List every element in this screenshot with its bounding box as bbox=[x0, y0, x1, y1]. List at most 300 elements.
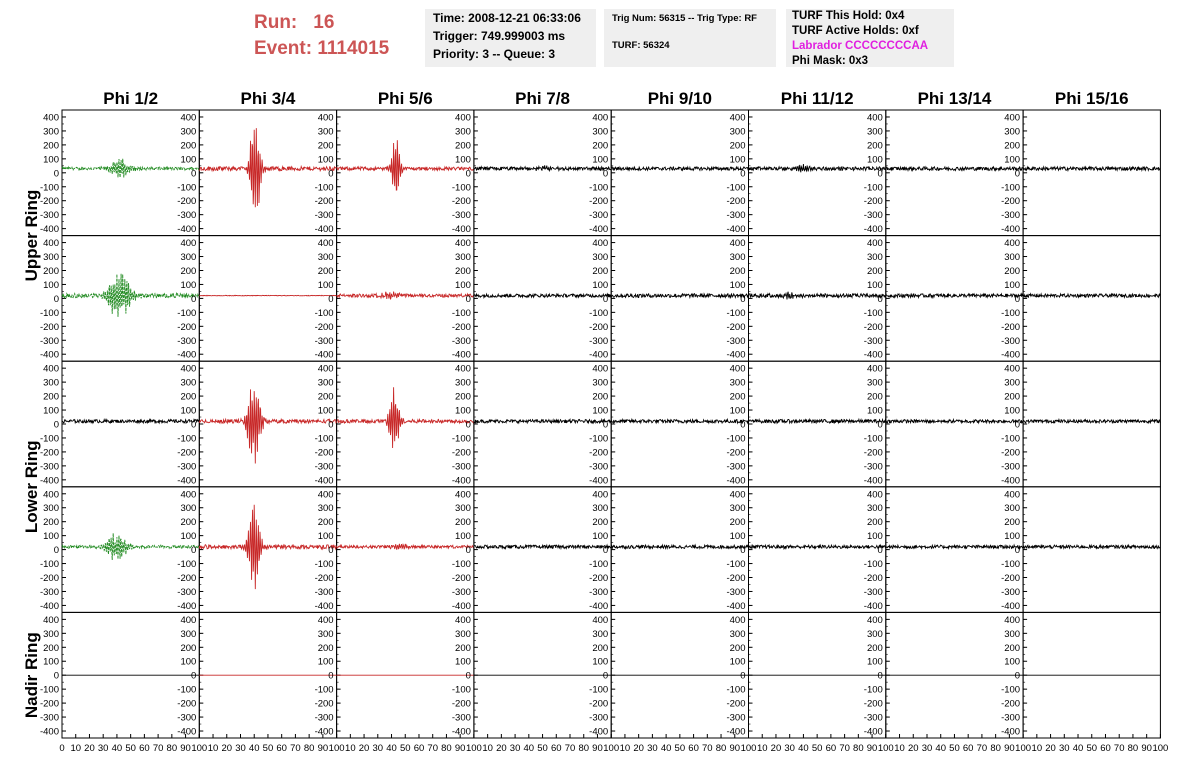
y-tick-label: 0 bbox=[53, 545, 59, 557]
y-tick-label: -300 bbox=[726, 712, 746, 724]
y-tick-label: 0 bbox=[191, 670, 197, 682]
y-tick-label: -200 bbox=[1001, 196, 1021, 208]
y-tick-label: 100 bbox=[43, 279, 59, 291]
x-tick-label: 60 bbox=[962, 743, 974, 754]
y-tick-label: 0 bbox=[53, 293, 59, 305]
x-tick-label: 40 bbox=[523, 743, 535, 754]
waveform-panel bbox=[864, 487, 1023, 613]
event-value: 1114015 bbox=[317, 38, 390, 59]
y-tick-label: 300 bbox=[317, 377, 334, 389]
waveform-panel bbox=[315, 236, 474, 362]
y-tick-label: 400 bbox=[866, 238, 883, 250]
y-tick-label: -300 bbox=[39, 335, 59, 347]
y-tick-label: 0 bbox=[328, 545, 334, 557]
y-tick-label: 400 bbox=[592, 238, 609, 250]
y-tick-label: 0 bbox=[877, 670, 883, 682]
x-tick-label: 90 bbox=[1004, 743, 1015, 754]
time-text: Time: 2008-12-21 06:33:06 bbox=[433, 11, 581, 25]
y-tick-label: -300 bbox=[314, 335, 334, 347]
waveform-panel bbox=[177, 361, 336, 487]
y-tick-label: -100 bbox=[726, 559, 746, 571]
y-tick-label: 0 bbox=[740, 293, 746, 305]
y-tick-label: -200 bbox=[1001, 698, 1021, 710]
y-tick-label: -400 bbox=[589, 600, 609, 612]
x-tick-label: 30 bbox=[921, 743, 933, 754]
y-tick-label: 300 bbox=[317, 252, 334, 264]
x-tick-label: 80 bbox=[1127, 743, 1139, 754]
y-tick-label: -300 bbox=[451, 461, 471, 473]
row-title: Lower Ring bbox=[22, 440, 41, 534]
x-tick-label: 10 bbox=[207, 743, 219, 754]
y-tick-label: 0 bbox=[602, 670, 609, 682]
y-tick-label: 100 bbox=[455, 279, 471, 291]
waveform-panel bbox=[315, 612, 474, 738]
y-tick-label: -200 bbox=[726, 698, 746, 710]
waveform-trace bbox=[62, 159, 199, 178]
y-tick-label: 300 bbox=[592, 377, 609, 389]
y-tick-label: 400 bbox=[592, 614, 609, 626]
y-tick-label: 100 bbox=[180, 531, 197, 543]
y-tick-label: -400 bbox=[863, 726, 883, 738]
y-tick-label: -400 bbox=[39, 349, 59, 361]
y-tick-label: 0 bbox=[740, 670, 746, 682]
y-tick-label: 200 bbox=[455, 265, 471, 277]
y-tick-label: -300 bbox=[863, 335, 883, 347]
y-tick-label: 300 bbox=[455, 628, 471, 640]
y-tick-label: -100 bbox=[39, 307, 59, 319]
y-tick-label: -400 bbox=[589, 224, 609, 236]
y-tick-label: -400 bbox=[314, 726, 334, 738]
y-tick-label: 200 bbox=[180, 517, 197, 529]
y-tick-label: -300 bbox=[1001, 335, 1021, 347]
y-tick-label: 100 bbox=[317, 154, 334, 166]
y-tick-label: -100 bbox=[39, 684, 59, 696]
x-tick-label: 40 bbox=[111, 743, 123, 754]
y-tick-label: 400 bbox=[180, 112, 197, 124]
waveform-trace bbox=[337, 544, 474, 550]
y-tick-label: 100 bbox=[1004, 279, 1021, 291]
waveform-panel bbox=[452, 487, 611, 613]
y-tick-label: 200 bbox=[455, 391, 471, 403]
waveform-trace bbox=[474, 420, 611, 423]
y-tick-label: 0 bbox=[740, 168, 746, 180]
x-tick-label: 40 bbox=[660, 743, 672, 754]
y-tick-label: 200 bbox=[592, 265, 609, 277]
y-tick-label: 400 bbox=[43, 238, 59, 250]
x-tick-label: 40 bbox=[386, 743, 397, 754]
x-tick-label: 60 bbox=[550, 743, 562, 754]
x-tick-label: 80 bbox=[715, 743, 727, 754]
y-tick-label: -200 bbox=[451, 321, 471, 333]
y-tick-label: -200 bbox=[314, 196, 334, 208]
y-tick-label: -300 bbox=[314, 210, 334, 222]
y-tick-label: -200 bbox=[589, 321, 609, 333]
panel-frame bbox=[1023, 361, 1160, 487]
y-tick-label: 400 bbox=[866, 489, 883, 501]
waveform-panel bbox=[315, 487, 474, 613]
waveform-trace bbox=[749, 164, 886, 172]
y-tick-label: 100 bbox=[729, 531, 746, 543]
x-tick-label: 80 bbox=[166, 743, 178, 754]
y-tick-label: 200 bbox=[866, 391, 883, 403]
y-tick-label: -300 bbox=[39, 210, 59, 222]
y-tick-label: -400 bbox=[863, 349, 883, 361]
y-tick-label: 200 bbox=[43, 642, 59, 654]
y-tick-label: -100 bbox=[314, 559, 334, 571]
y-tick-label: -200 bbox=[863, 698, 883, 710]
y-tick-label: 100 bbox=[317, 531, 334, 543]
y-tick-label: 300 bbox=[866, 503, 883, 515]
x-tick-label: 20 bbox=[907, 743, 919, 754]
y-tick-label: 100 bbox=[1004, 405, 1021, 417]
y-tick-label: 0 bbox=[1014, 168, 1021, 180]
y-tick-label: -400 bbox=[1001, 475, 1021, 487]
y-tick-label: 300 bbox=[866, 377, 883, 389]
y-tick-label: 0 bbox=[740, 419, 746, 431]
waveform-panel bbox=[1001, 487, 1160, 613]
y-tick-label: -100 bbox=[39, 182, 59, 194]
waveform-panel bbox=[452, 110, 611, 236]
y-tick-label: 100 bbox=[866, 405, 883, 417]
y-tick-label: -300 bbox=[39, 461, 59, 473]
waveform-panel bbox=[589, 110, 748, 236]
waveform-trace bbox=[886, 420, 1023, 423]
x-tick-label: 80 bbox=[990, 743, 1001, 754]
y-tick-label: 100 bbox=[592, 154, 609, 166]
y-tick-label: -200 bbox=[451, 196, 471, 208]
y-tick-label: -200 bbox=[39, 196, 59, 208]
y-tick-label: -100 bbox=[863, 182, 883, 194]
y-tick-label: -200 bbox=[726, 573, 746, 585]
y-tick-label: 100 bbox=[866, 279, 883, 291]
y-tick-label: -300 bbox=[863, 586, 883, 598]
y-tick-label: -400 bbox=[451, 600, 471, 612]
column-title: Phi 11/12 bbox=[780, 89, 854, 108]
y-tick-label: 200 bbox=[729, 265, 746, 277]
y-tick-label: 400 bbox=[180, 238, 197, 250]
y-tick-label: -200 bbox=[726, 196, 746, 208]
y-tick-label: 100 bbox=[317, 405, 334, 417]
x-tick-label: 20 bbox=[1045, 743, 1056, 754]
y-tick-label: -400 bbox=[451, 726, 471, 738]
waveform-trace bbox=[1023, 167, 1160, 171]
y-tick-label: -100 bbox=[589, 433, 609, 445]
y-tick-label: -300 bbox=[177, 712, 197, 724]
y-tick-label: -400 bbox=[177, 349, 197, 361]
y-tick-label: 200 bbox=[43, 517, 59, 529]
y-tick-label: -300 bbox=[451, 586, 471, 598]
y-tick-label: 200 bbox=[180, 642, 197, 654]
y-tick-label: 0 bbox=[191, 545, 197, 557]
y-tick-label: 400 bbox=[455, 238, 471, 250]
y-tick-label: 100 bbox=[1004, 154, 1021, 166]
y-tick-label: 300 bbox=[1004, 628, 1021, 640]
y-tick-label: 200 bbox=[1004, 517, 1021, 529]
x-tick-label: 30 bbox=[647, 743, 658, 754]
y-tick-label: -100 bbox=[1001, 182, 1021, 194]
y-tick-label: -200 bbox=[177, 196, 197, 208]
y-tick-label: 400 bbox=[729, 112, 746, 124]
waveform-panel bbox=[864, 612, 1023, 738]
y-tick-label: -400 bbox=[589, 726, 609, 738]
waveform-trace bbox=[611, 294, 748, 298]
y-tick-label: -100 bbox=[314, 684, 334, 696]
y-tick-label: -400 bbox=[726, 600, 746, 612]
y-tick-label: 0 bbox=[53, 670, 59, 682]
y-tick-label: -300 bbox=[726, 335, 746, 347]
y-tick-label: 400 bbox=[1004, 489, 1021, 501]
y-tick-label: -400 bbox=[726, 224, 746, 236]
x-tick-label: 20 bbox=[770, 743, 782, 754]
y-tick-label: 300 bbox=[592, 252, 609, 264]
y-tick-label: -200 bbox=[39, 698, 59, 710]
y-tick-label: 0 bbox=[740, 545, 746, 557]
x-tick-label: 30 bbox=[784, 743, 795, 754]
y-tick-label: -300 bbox=[177, 335, 197, 347]
y-tick-label: 400 bbox=[317, 614, 334, 626]
y-tick-label: -100 bbox=[726, 433, 746, 445]
run-value: 16 bbox=[313, 12, 335, 33]
y-tick-label: 0 bbox=[877, 419, 883, 431]
trigger-text: Trigger: 749.999003 ms bbox=[433, 29, 566, 43]
y-tick-label: 400 bbox=[729, 238, 746, 250]
y-tick-label: 0 bbox=[53, 168, 59, 180]
y-tick-label: 0 bbox=[1014, 293, 1021, 305]
x-tick-label: 10 bbox=[345, 743, 356, 754]
y-tick-label: -400 bbox=[863, 475, 883, 487]
x-tick-label: 30 bbox=[509, 743, 521, 754]
y-tick-label: 200 bbox=[317, 642, 334, 654]
y-tick-label: 200 bbox=[180, 391, 197, 403]
y-tick-label: 100 bbox=[317, 656, 334, 668]
y-tick-label: -200 bbox=[39, 321, 59, 333]
y-tick-label: -300 bbox=[314, 712, 334, 724]
y-tick-label: -300 bbox=[451, 335, 471, 347]
y-tick-label: -300 bbox=[589, 461, 609, 473]
column-title: Phi 5/6 bbox=[377, 89, 433, 108]
y-tick-label: -400 bbox=[589, 475, 609, 487]
x-tick-label: 30 bbox=[1059, 743, 1070, 754]
y-tick-label: 200 bbox=[592, 391, 609, 403]
y-tick-label: -100 bbox=[726, 307, 746, 319]
y-tick-label: 400 bbox=[866, 614, 883, 626]
y-tick-label: -400 bbox=[451, 475, 471, 487]
y-tick-label: 100 bbox=[866, 531, 883, 543]
y-tick-label: 300 bbox=[317, 628, 334, 640]
y-tick-label: -400 bbox=[177, 600, 197, 612]
y-tick-label: -200 bbox=[451, 698, 471, 710]
waveform-panel bbox=[177, 612, 336, 738]
waveform-panel bbox=[1001, 361, 1160, 487]
y-tick-label: 100 bbox=[180, 279, 197, 291]
x-tick-label: 50 bbox=[125, 743, 136, 754]
y-tick-label: -300 bbox=[1001, 586, 1021, 598]
y-tick-label: 100 bbox=[455, 531, 471, 543]
y-tick-label: -200 bbox=[1001, 447, 1021, 459]
y-tick-label: 300 bbox=[592, 126, 609, 138]
waveform-panel bbox=[589, 236, 748, 362]
waveform-panel bbox=[589, 487, 748, 613]
y-tick-label: 200 bbox=[180, 140, 197, 152]
x-tick-label: 80 bbox=[578, 743, 590, 754]
y-tick-label: 200 bbox=[592, 642, 609, 654]
y-tick-label: -300 bbox=[726, 461, 746, 473]
y-tick-label: -100 bbox=[726, 684, 746, 696]
y-tick-label: 100 bbox=[1004, 531, 1021, 543]
y-tick-label: -400 bbox=[726, 349, 746, 361]
y-tick-label: 100 bbox=[592, 656, 609, 668]
y-tick-label: -200 bbox=[863, 196, 883, 208]
row-title: Upper Ring bbox=[22, 189, 41, 282]
x-tick-label: 100 bbox=[603, 743, 620, 754]
y-tick-label: 300 bbox=[1004, 126, 1021, 138]
y-tick-label: -300 bbox=[314, 586, 334, 598]
y-tick-label: 0 bbox=[465, 293, 471, 305]
y-tick-label: 200 bbox=[866, 642, 883, 654]
y-tick-label: -300 bbox=[39, 712, 59, 724]
y-tick-label: 200 bbox=[43, 140, 59, 152]
y-tick-label: 200 bbox=[729, 517, 746, 529]
y-tick-label: 0 bbox=[1014, 545, 1021, 557]
x-tick-label: 100 bbox=[1152, 743, 1169, 754]
x-tick-label: 70 bbox=[839, 743, 850, 754]
y-tick-label: 0 bbox=[602, 293, 609, 305]
y-tick-label: 400 bbox=[43, 489, 59, 501]
y-tick-label: -200 bbox=[177, 573, 197, 585]
y-tick-label: -100 bbox=[863, 307, 883, 319]
x-tick-label: 100 bbox=[191, 743, 208, 754]
x-tick-label: 40 bbox=[935, 743, 947, 754]
y-tick-label: -400 bbox=[177, 475, 197, 487]
y-tick-label: 100 bbox=[180, 405, 197, 417]
x-tick-label: 50 bbox=[262, 743, 274, 754]
y-tick-label: -300 bbox=[177, 461, 197, 473]
y-tick-label: -400 bbox=[39, 475, 59, 487]
y-tick-label: 100 bbox=[180, 154, 197, 166]
y-tick-label: -400 bbox=[314, 475, 334, 487]
waveform-panel bbox=[726, 612, 885, 738]
y-tick-label: 0 bbox=[328, 293, 334, 305]
y-tick-label: 100 bbox=[729, 279, 746, 291]
column-title: Phi 3/4 bbox=[240, 89, 296, 108]
waveform-panel bbox=[315, 110, 474, 236]
y-tick-label: -200 bbox=[451, 573, 471, 585]
y-tick-label: -200 bbox=[314, 447, 334, 459]
y-tick-label: 300 bbox=[180, 126, 197, 138]
y-tick-label: -300 bbox=[726, 210, 746, 222]
x-tick-label: 40 bbox=[798, 743, 809, 754]
y-tick-label: -400 bbox=[451, 349, 471, 361]
waveform-panel bbox=[1001, 612, 1160, 738]
event-label: Event: bbox=[254, 38, 313, 59]
y-tick-label: 300 bbox=[866, 252, 883, 264]
y-tick-label: 100 bbox=[592, 531, 609, 543]
y-tick-label: 100 bbox=[43, 405, 59, 417]
y-tick-label: -100 bbox=[863, 684, 883, 696]
x-tick-label: 20 bbox=[84, 743, 95, 754]
x-tick-label: 100 bbox=[1015, 743, 1032, 754]
column-title: Phi 7/8 bbox=[515, 89, 570, 108]
y-tick-label: -400 bbox=[39, 726, 59, 738]
y-tick-label: -200 bbox=[589, 196, 609, 208]
y-tick-label: 200 bbox=[455, 140, 471, 152]
x-tick-label: 0 bbox=[59, 743, 65, 754]
waveform-trace bbox=[749, 545, 886, 548]
x-tick-label: 70 bbox=[427, 743, 438, 754]
priority-text: Priority: 3 -- Queue: 3 bbox=[433, 47, 556, 61]
x-tick-label: 90 bbox=[592, 743, 603, 754]
waveform-panel bbox=[177, 487, 336, 613]
y-tick-label: 300 bbox=[729, 503, 746, 515]
y-tick-label: -100 bbox=[451, 559, 471, 571]
y-tick-label: 400 bbox=[43, 112, 59, 124]
y-tick-label: 400 bbox=[729, 614, 746, 626]
waveform-trace bbox=[749, 419, 886, 423]
y-tick-label: -100 bbox=[1001, 559, 1021, 571]
y-tick-label: 400 bbox=[729, 363, 746, 375]
column-title: Phi 9/10 bbox=[647, 89, 712, 108]
y-tick-label: -100 bbox=[451, 307, 471, 319]
y-tick-label: -400 bbox=[39, 224, 59, 236]
y-tick-label: 100 bbox=[455, 405, 471, 417]
run-label: Run: bbox=[254, 12, 298, 33]
x-tick-label: 60 bbox=[139, 743, 150, 754]
y-tick-label: 400 bbox=[43, 363, 59, 375]
y-tick-label: 400 bbox=[592, 363, 609, 375]
y-tick-label: 400 bbox=[455, 489, 471, 501]
y-tick-label: 0 bbox=[465, 419, 471, 431]
y-tick-label: 300 bbox=[729, 377, 746, 389]
x-tick-label: 100 bbox=[328, 743, 345, 754]
panel-frame bbox=[1023, 110, 1160, 236]
waveform-trace bbox=[611, 545, 748, 548]
y-tick-label: -100 bbox=[177, 307, 197, 319]
waveform-panel bbox=[1001, 110, 1160, 236]
y-tick-label: -200 bbox=[1001, 321, 1021, 333]
x-tick-label: 70 bbox=[290, 743, 301, 754]
x-tick-label: 50 bbox=[674, 743, 686, 754]
y-tick-label: 400 bbox=[317, 112, 334, 124]
x-tick-label: 80 bbox=[853, 743, 864, 754]
x-tick-label: 90 bbox=[454, 743, 466, 754]
x-tick-label: 60 bbox=[276, 743, 287, 754]
y-tick-label: -100 bbox=[177, 684, 197, 696]
y-tick-label: 200 bbox=[455, 517, 471, 529]
y-tick-label: 200 bbox=[592, 517, 609, 529]
y-tick-label: 0 bbox=[877, 545, 883, 557]
y-tick-label: -400 bbox=[726, 475, 746, 487]
phi-mask-text: Phi Mask: 0x3 bbox=[792, 55, 869, 67]
y-tick-label: -100 bbox=[1001, 433, 1021, 445]
y-tick-label: -200 bbox=[314, 573, 334, 585]
y-tick-label: -400 bbox=[451, 224, 471, 236]
y-tick-label: 300 bbox=[180, 503, 197, 515]
y-tick-label: 300 bbox=[180, 377, 197, 389]
x-tick-label: 70 bbox=[976, 743, 988, 754]
y-tick-label: 300 bbox=[455, 252, 471, 264]
y-tick-label: 300 bbox=[592, 628, 609, 640]
y-tick-label: 300 bbox=[43, 252, 59, 264]
x-tick-label: 100 bbox=[465, 743, 482, 754]
y-tick-label: -400 bbox=[589, 349, 609, 361]
y-tick-label: 200 bbox=[866, 265, 883, 277]
x-tick-label: 20 bbox=[496, 743, 507, 754]
y-tick-label: 400 bbox=[1004, 363, 1021, 375]
y-tick-label: 300 bbox=[43, 377, 59, 389]
y-tick-label: -200 bbox=[314, 321, 334, 333]
waveform-panel bbox=[864, 236, 1023, 362]
y-tick-label: -300 bbox=[177, 586, 197, 598]
